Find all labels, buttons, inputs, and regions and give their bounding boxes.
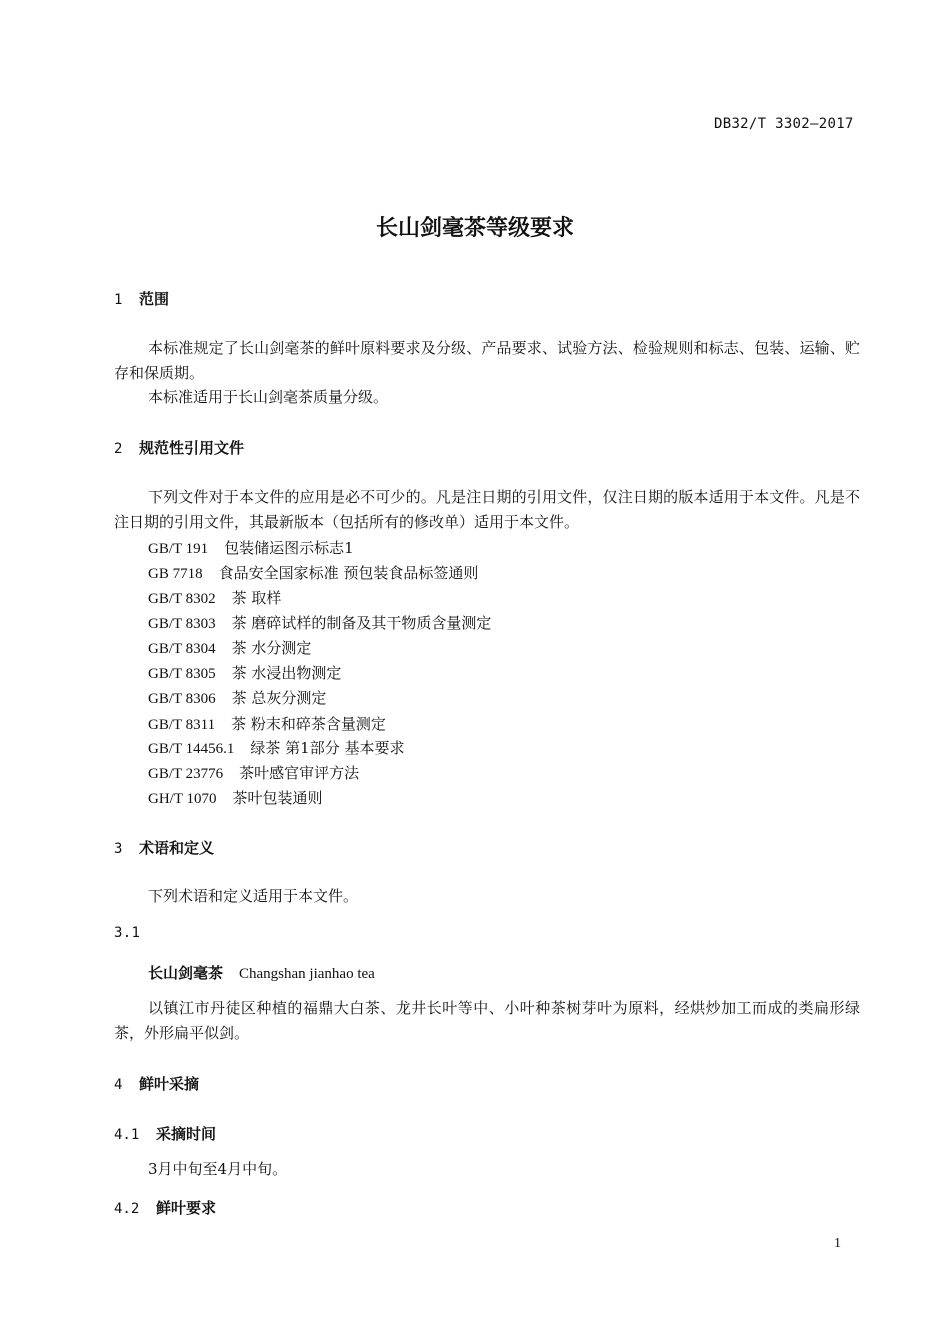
subsection-3-1-number: 3.1 (114, 925, 141, 941)
reference-title: 绿茶 第1部分 基本要求 (250, 739, 405, 757)
reference-title: 包装储运图示标志1 (224, 539, 354, 557)
term-definition: 以镇江市丹徒区种植的福鼎大白茶、龙井长叶等中、小叶种茶树芽叶为原料，经烘炒加工而成的类扁形绿茶，外形扁平似剑。 (114, 999, 860, 1042)
reference-title: 茶 磨碎试样的制备及其干物质含量测定 (231, 614, 492, 632)
reference-item (148, 713, 386, 734)
section-1-paragraph-2: 本标准适用于长山剑毫茶质量分级。 (148, 388, 389, 406)
standard-code: DB32/T 3302—2017 (714, 116, 854, 132)
section-1-heading (114, 288, 169, 309)
reference-item (148, 637, 311, 658)
section-number: 2 (114, 441, 123, 457)
reference-item (148, 762, 359, 783)
section-title: 规范性引用文件 (139, 439, 245, 457)
reference-code: GB/T 8311 (148, 717, 216, 733)
reference-code: GB 7718 (148, 566, 203, 582)
subsection-4-2-heading (114, 1197, 216, 1218)
section-number: 4 (114, 1077, 123, 1093)
reference-title: 茶 水分测定 (231, 639, 312, 657)
term-english: Changshan jianhao tea (239, 966, 375, 982)
section-title: 范围 (139, 290, 170, 308)
section-title: 术语和定义 (139, 839, 215, 857)
subsection-4-1-heading (114, 1123, 216, 1144)
section-2-heading (114, 437, 244, 458)
reference-code: GB/T 8305 (148, 666, 216, 682)
reference-code: GB/T 8304 (148, 641, 216, 657)
reference-code: GH/T 1070 (148, 791, 217, 807)
reference-item (148, 787, 323, 808)
page-number: 1 (834, 1236, 841, 1251)
reference-item (148, 587, 281, 608)
reference-code: GB/T 8306 (148, 691, 216, 707)
reference-code: GB/T 23776 (148, 766, 224, 782)
section-1-paragraph-1: 本标准规定了长山剑毫茶的鲜叶原料要求及分级、产品要求、试验方法、检验规则和标志、包装、运输、贮存和保质期。 (114, 339, 860, 382)
document-title: 长山剑毫茶等级要求 (375, 216, 574, 241)
reference-title: 茶叶包装通则 (232, 789, 323, 807)
reference-code: GB/T 8303 (148, 616, 216, 632)
reference-title: 食品安全国家标准 预包装食品标签通则 (218, 564, 479, 582)
reference-item (148, 562, 478, 583)
reference-title: 茶 水浸出物测定 (231, 664, 342, 682)
reference-title: 茶 总灰分测定 (231, 689, 327, 707)
section-4-heading (114, 1073, 199, 1094)
section-number: 3 (114, 841, 123, 857)
section-2-intro: 下列文件对于本文件的应用是必不可少的。凡是注日期的引用文件，仅注日期的版本适用于本文件。凡是不注日期的引用文件，其最新版本（包括所有的修改单）适用于本文件。 (114, 488, 860, 531)
subsection-number: 4.2 (114, 1201, 140, 1217)
reference-item (148, 537, 354, 558)
section-3-heading (114, 837, 214, 858)
subsection-number: 4.1 (114, 1127, 140, 1143)
section-title: 鲜叶采摘 (139, 1075, 200, 1093)
section-3-intro: 下列术语和定义适用于本文件。 (148, 887, 359, 905)
reference-title: 茶 取样 (231, 589, 282, 607)
subsection-title: 鲜叶要求 (156, 1199, 217, 1217)
section-number: 1 (114, 292, 123, 308)
subsection-title: 采摘时间 (156, 1125, 217, 1143)
reference-code: GB/T 8302 (148, 591, 216, 607)
reference-title: 茶叶感官审评方法 (239, 764, 360, 782)
reference-title: 茶 粉末和碎茶含量测定 (231, 715, 386, 733)
reference-code: GB/T 14456.1 (148, 741, 235, 757)
reference-code: GB/T 191 (148, 541, 209, 557)
reference-item (148, 662, 341, 683)
reference-item (148, 687, 326, 708)
subsection-4-1-text: 3月中旬至4月中旬。 (148, 1160, 288, 1178)
term-entry (148, 961, 375, 987)
reference-item (148, 612, 491, 633)
term-chinese: 长山剑毫茶 (148, 964, 224, 982)
reference-item (148, 737, 405, 758)
